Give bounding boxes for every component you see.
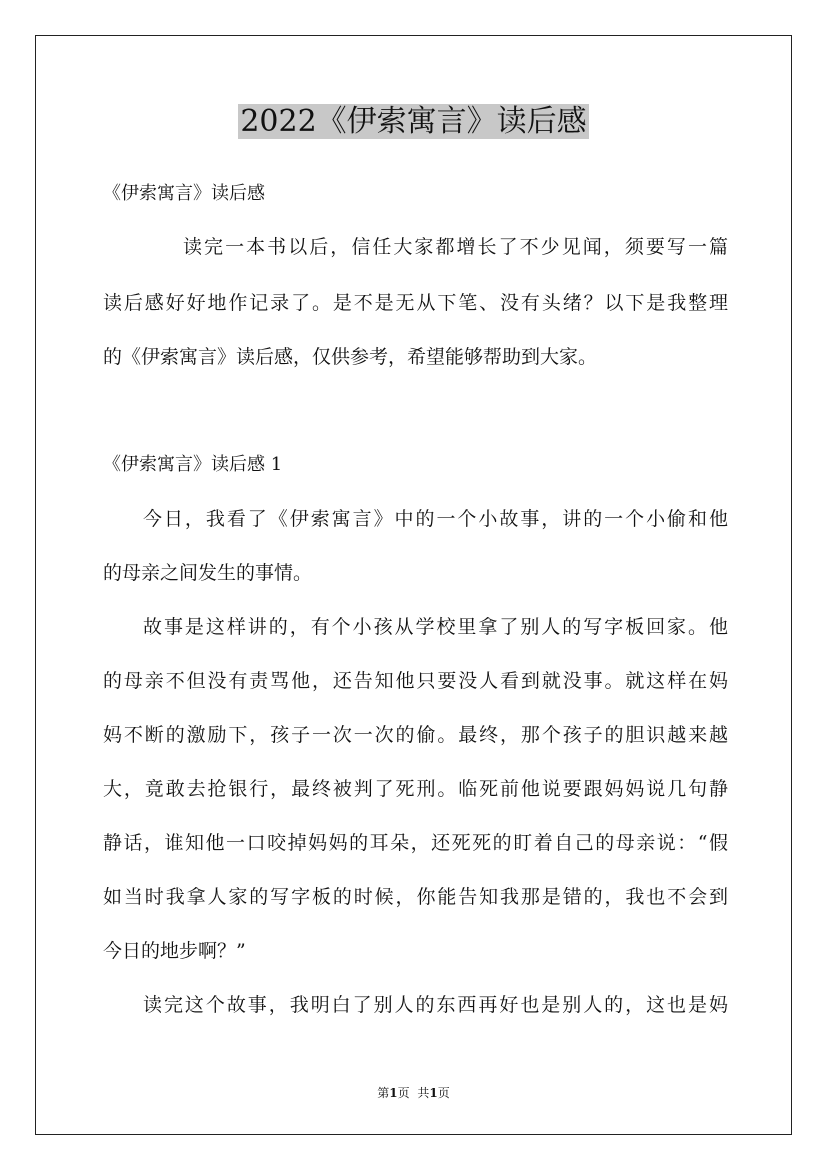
document-title-text: 2022《伊索寓言》读后感 — [240, 104, 587, 139]
paragraph2-line-6: 如当时我拿人家的写字板的时候，你能告知我那是错的，我也不会到 — [103, 886, 728, 908]
paragraph2-line-3: 妈不断的激励下，孩子一次一次的偷。最终，那个孩子的胆识越来越 — [103, 724, 728, 746]
paragraph2-line-5: 静话，谁知他一口咬掉妈妈的耳朵，还死死的盯着自己的母亲说：“假 — [103, 832, 728, 854]
footer-total-suffix: 页 — [437, 1086, 450, 1100]
footer-page-number: 1 — [389, 1086, 398, 1100]
paragraph2-line-7: 今日的地步啊？” — [103, 940, 246, 962]
paragraph2-line-2: 的母亲不但没有责骂他，还告知他只要没人看到就没事。就这样在妈 — [103, 670, 728, 692]
intro-line-1: 读完一本书以后，信任大家都增长了不少见闻，须要写一篇 — [183, 236, 728, 258]
section-heading: 《伊索寓言》读后感 1 — [103, 454, 283, 475]
intro-line-2: 读后感好好地作记录了。是不是无从下笔、没有头绪？以下是我整理 — [103, 292, 728, 314]
footer-page-prefix: 第 — [377, 1086, 390, 1100]
footer-total-number: 1 — [429, 1086, 438, 1100]
paragraph1-line-1: 今日，我看了《伊索寓言》中的一个小故事，讲的一个小偷和他 — [143, 508, 728, 530]
footer-total-prefix: 共 — [417, 1086, 430, 1100]
intro-line-3: 的《伊索寓言》读后感，仅供参考，希望能够帮助到大家。 — [103, 346, 598, 368]
paragraph3-line-1: 读完这个故事，我明白了别人的东西再好也是别人的，这也是妈 — [143, 994, 728, 1016]
page-footer — [0, 1085, 827, 1101]
paragraph1-line-2: 的母亲之间发生的事情。 — [103, 562, 313, 584]
paragraph2-line-1: 故事是这样讲的，有个小孩从学校里拿了别人的写字板回家。他 — [143, 616, 728, 638]
document-title — [0, 102, 827, 142]
paragraph2-line-4: 大，竟敢去抢银行，最终被判了死刑。临死前他说要跟妈妈说几句静 — [103, 778, 728, 800]
intro-heading: 《伊索寓言》读后感 — [103, 183, 265, 204]
footer-page-suffix: 页 — [397, 1086, 410, 1100]
